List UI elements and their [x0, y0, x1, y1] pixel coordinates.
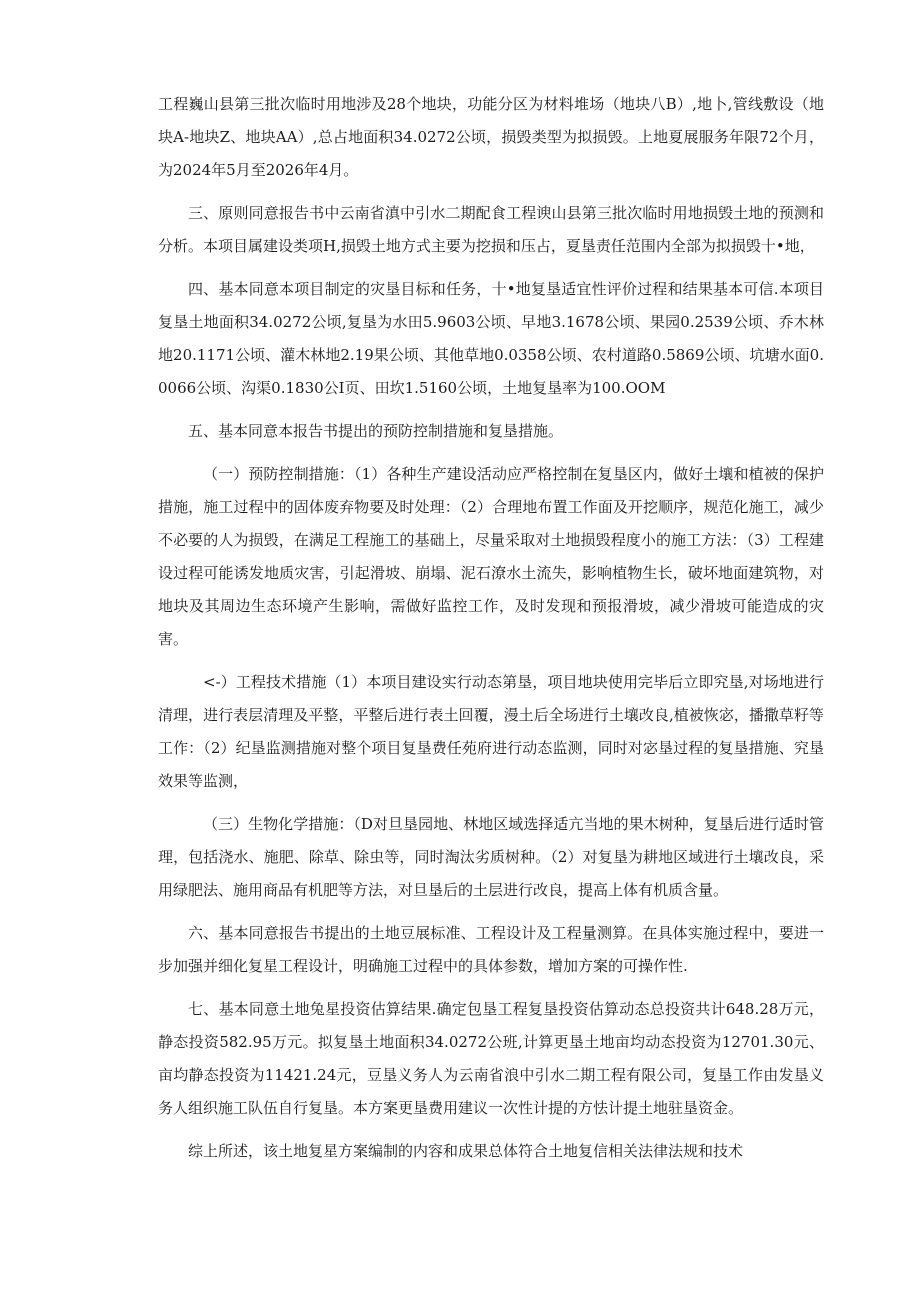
paragraph-prevention-measures: （一）预防控制措施：（1）各种生产建设活动应严格控制在复垦区内，做好土壤和植被的保护措施，施工过程中的固体废弃物要及时处理：（2）合理地布置工作面及开挖顺序，规范化施工，减少不必要的人为损毁，在满足工程施工的基础上，尽量采取对土地损毁程度小的施工方法：（3）工程建设过程可能诱发地质灾害，引起滑坡、崩塌、泥石潦水土流失，影响植物生长，破坏地面建筑物，对地块及其周边生态环境产生影响，需做好监控工作，及时发现和预报滑坡，减少滑坡可能造成的灾害。 [158, 465, 824, 648]
paragraph-section-5: 五、基本同意本报告书提出的预防控制措施和复垦措施。 [188, 422, 564, 440]
paragraph-section-4: 四、基本同意本项目制定的灾垦目标和任务，十•地复垦适宜性评价过程和结果基本可信.本项目复垦土地面积34.0272公顷,复垦为水田5.9603公顷、早地3.1678公顷、果园0.2539公顷、乔木林地20.1171公顷、灌木林地2.19果公顷、其他草地0.0358公顷、农村道路0.5869公顷、坑塘水面0.0066公顷、沟渠0.1830公I页、田坎1.5160公顷，土地复垦率为100.OOM [158, 280, 824, 397]
document-body [158, 88, 824, 1178]
paragraph-engineering-measures: <-）工程技术措施（1）本项目建设实行动态第垦，项目地块使用完毕后立即究垦,对场地进行清理，进行表层清理及平整，平整后进行表土回覆，漫土后全场进行土壤改良,植被恢宓，播撒草籽等工作：（2）纪垦监测措施对整个项目复垦费任苑府进行动态监测，同时对宓垦过程的复垦措施、究垦效果等监测， [158, 673, 824, 790]
paragraph-land-summary: 工程巍山县第三批次临时用地涉及28个地块，功能分区为材料堆场（地块八B）,地卜,管线敷设（地块A-地块Z、地块AA）,总占地面积34.0272公顷，损毁类型为拟损毁。上地夏展服务年限72个月，为2024年5月至2026年4月。 [158, 95, 824, 179]
paragraph-section-6: 六、基本同意报告书提出的土地豆展标准、工程设计及工程量测算。在具体实施过程中，要进一步加强并细化复星工程设计，明确施工过程中的具体参数，增加方案的可操作性. [158, 924, 824, 975]
paragraph-section-7: 七、基本同意土地兔星投资估算结果.确定包垦工程复垦投资估算动态总投资共计648.28万元，静态投资582.95万元。拟复垦土地面积34.0272公班,计算更垦土地亩均动态投资为12701.30元、亩均静态投资为11421.24元，豆垦义务人为云南省浪中引水二期工程有限公司，复垦工作由发垦义务人组织施工队伍自行复垦。本方案更垦费用建议一次性计提的方怯计提土地驻垦资金。 [158, 1000, 824, 1117]
paragraph-biochemical-measures: （三）生物化学措施：（D对旦垦园地、林地区域选择适亢当地的果木树种，复垦后进行适时管理，包括浇水、施肥、除草、除虫等，同时淘汰劣质树种。（2）对复垦为耕地区域进行土壤改良，采用绿肥法、施用商品有机肥等方法，对旦垦后的土层进行改良，提高上体有机质含量。 [158, 815, 824, 899]
paragraph-conclusion: 综上所述，该土地复星方案编制的内容和成果总体符合土地复信相关法律法规和技术 [188, 1142, 744, 1160]
paragraph-section-3: 三、原则同意报告书中云南省滇中引水二期配食工程谀山县第三批次临时用地损毁土地的预测和分析。本项目属建设类项H,损毁土地方式主要为挖损和压占，夏垦责任范围内全部为拟损毁十•地， [158, 204, 824, 255]
